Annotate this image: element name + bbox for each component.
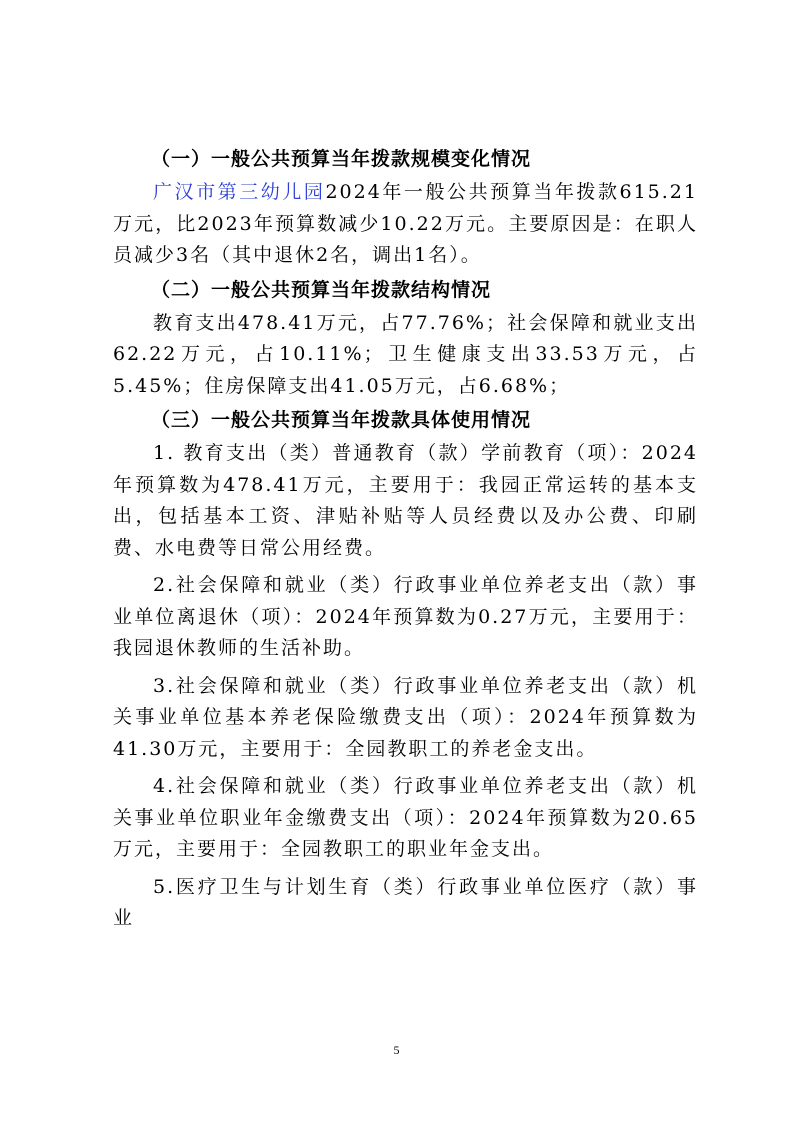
organization-name: 广汉市第三幼儿园 (153, 181, 326, 203)
section-1-text: 2024年一般公共预算当年拨款615.21万元，比2023年预算数减少10.22万元。主要原因是：在职人员减少3名（其中退休2名，调出1名）。 (113, 181, 698, 266)
document-body (113, 143, 698, 935)
section-heading-1: （一）一般公共预算当年拨款规模变化情况 (151, 148, 532, 170)
section-1-paragraph (113, 177, 698, 272)
list-item-5: 5.医疗卫生与计划生育（类）行政事业单位医疗（款）事业 (113, 875, 698, 929)
section-heading-2: （二）一般公共预算当年拨款结构情况 (151, 278, 492, 301)
list-item-4: 4.社会保障和就业（类）行政事业单位养老支出（款）机关事业单位职业年金缴费支出（项）：2024年预算数为20.65万元，主要用于：全园教职工的职业年金支出。 (113, 775, 698, 860)
section-2-paragraph: 教育支出478.41万元，占77.76%；社会保障和就业支出62.22万元，占10.11%；卫生健康支出33.53万元，占5.45%；住房保障支出41.05万元，占6.68%； (113, 311, 698, 397)
page-number: 5 (393, 1043, 400, 1057)
section-heading-3: （三）一般公共预算当年拨款具体使用情况 (151, 409, 532, 431)
list-item-2: 2.社会保障和就业（类）行政事业单位养老支出（款）事业单位离退休（项）：2024年预算数为0.27万元，主要用于：我园退休教师的生活补助。 (113, 574, 698, 659)
list-item-1: 1. 教育支出（类）普通教育（款）学前教育（项）：2024年预算数为478.41万元，主要用于：我园正常运转的基本支出，包括基本工资、津贴补贴等人员经费以及办公费、印刷费、水电费等日常公用经费。 (113, 442, 698, 559)
list-item-3: 3.社会保障和就业（类）行政事业单位养老支出（款）机关事业单位基本养老保险缴费支出（项）：2024年预算数为41.30万元，主要用于：全园教职工的养老金支出。 (113, 674, 698, 760)
